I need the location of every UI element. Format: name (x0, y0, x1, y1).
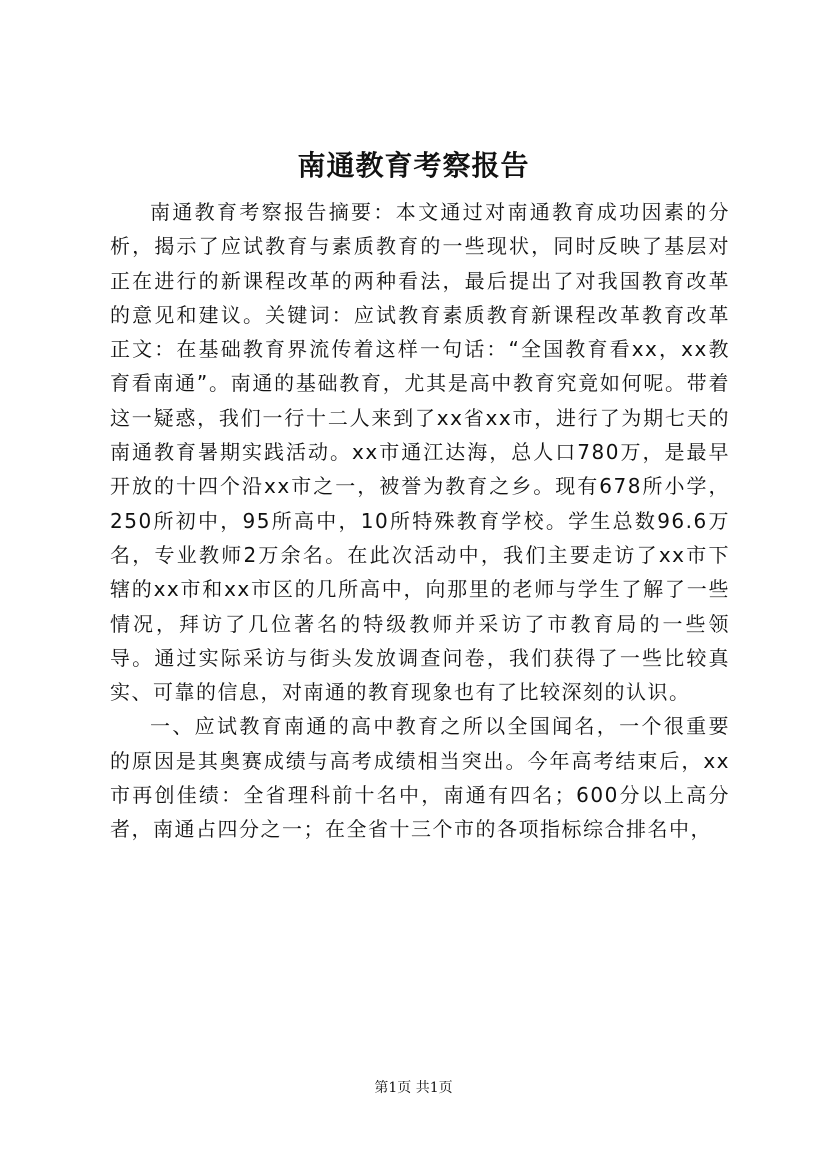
paragraph-abstract: 南通教育考察报告摘要：本文通过对南通教育成功因素的分析，揭示了应试教育与素质教育的一些现状，同时反映了基层对正在进行的新课程改革的两种看法，最后提出了对我国教育改革的意见和建议。关键词：应试教育素质教育新课程改革教育改革正文：在基础教育界流传着这样一句话：“全国教育看xx，xx教育看南通”。南通的基础教育，尤其是高中教育究竟如何呢。带着这一疑惑，我们一行十二人来到了xx省xx市，进行了为期七天的南通教育暑期实践活动。xx市通江达海，总人口780万，是最早开放的十四个沿xx市之一，被誉为教育之乡。现有678所小学，250所初中，95所高中，10所特殊教育学校。学生总数96.6万名，专业教师2万余名。在此次活动中，我们主要走访了xx市下辖的xx市和xx市区的几所高中，向那里的老师与学生了解了一些情况，拜访了几位著名的特级教师并采访了市教育局的一些领导。通过实际采访与街头发放调查问卷，我们获得了一些比较真实、可靠的信息，对南通的教育现象也有了比较深刻的认识。 (110, 200, 730, 705)
document-body (110, 195, 730, 847)
paragraph-section-one: 一、应试教育南通的高中教育之所以全国闻名，一个很重要的原因是其奥赛成绩与高考成绩相当突出。今年高考结束后，xx市再创佳绩：全省理科前十名中，南通有四名；600分以上高分者，南通占四分之一；在全省十三个市的各项指标综合排名中， (110, 714, 730, 842)
document-title: 南通教育考察报告 (297, 149, 530, 182)
page-footer: 第1页 共1页 (374, 1080, 453, 1096)
